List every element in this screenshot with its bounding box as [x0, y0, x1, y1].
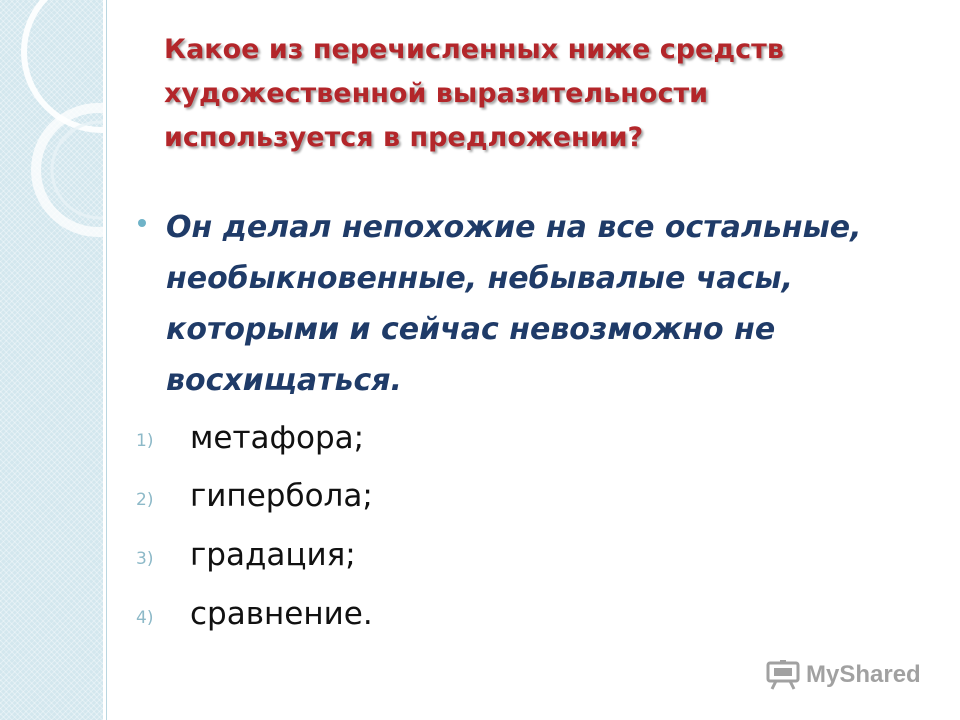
- option-text: гипербола;: [190, 478, 373, 514]
- option-number: 4): [136, 608, 154, 628]
- question-line: необыкновенные, небывалые часы,: [166, 261, 793, 296]
- option-number: 1): [136, 431, 154, 451]
- title-line: художественной выразительности: [164, 78, 709, 109]
- question-line: восхищаться.: [166, 363, 402, 398]
- question-line: Он делал непохожие на все остальные,: [166, 210, 862, 245]
- decorative-side-strip: [0, 0, 103, 720]
- watermark-text: MyShared: [806, 661, 921, 688]
- bullet-icon: [138, 219, 146, 227]
- title-line: Какое из перечисленных ниже средств: [164, 34, 784, 65]
- question-text: [166, 202, 946, 406]
- watermark: [766, 655, 921, 695]
- option-text: сравнение.: [190, 596, 373, 632]
- option-number: 2): [136, 490, 154, 510]
- question-line: которыми и сейчас невозможно не: [166, 312, 776, 347]
- side-strip-edge-line: [106, 0, 107, 720]
- option-text: метафора;: [190, 420, 365, 456]
- decorative-circles: [0, 0, 103, 260]
- slide-title: [164, 28, 844, 160]
- presentation-board-icon: [766, 660, 800, 690]
- title-line: используется в предложении?: [164, 122, 644, 153]
- option-number: 3): [136, 549, 154, 569]
- option-text: градация;: [190, 537, 356, 573]
